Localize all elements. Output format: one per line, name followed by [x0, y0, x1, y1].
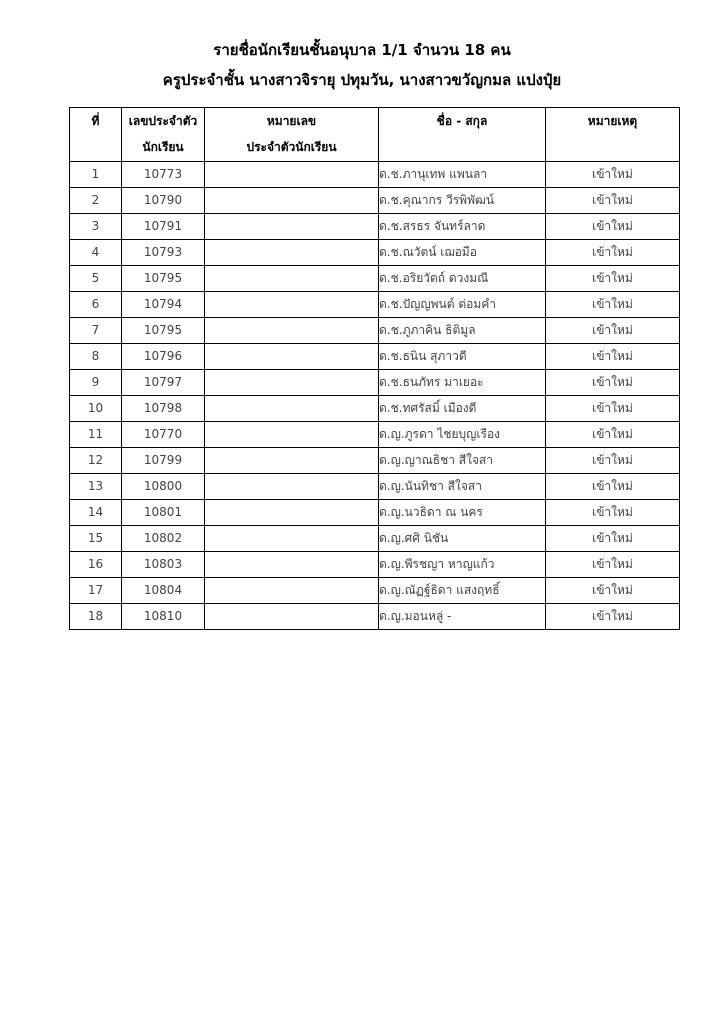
student-name-cell: ด.ช.ทศรัสมิ์ เมืองดี [379, 396, 546, 422]
row-number: 18 [70, 604, 122, 630]
student-name-cell: ด.ช.ธนภัทร มาเยอะ [379, 370, 546, 396]
student-id-cell: 10790 [122, 188, 205, 214]
student-name-cell: ด.ช.สรธร จันทร์ลาด [379, 214, 546, 240]
national-id-cell [205, 344, 379, 370]
note-cell: เข้าใหม่ [546, 266, 680, 292]
table-row [70, 474, 680, 500]
note-cell: เข้าใหม่ [546, 578, 680, 604]
row-number: 17 [70, 578, 122, 604]
national-id-cell [205, 604, 379, 630]
national-id-cell [205, 240, 379, 266]
national-id-cell [205, 318, 379, 344]
student-name-cell: ด.ญ.ภูรดา ไชยบุญเรือง [379, 422, 546, 448]
student-id-cell: 10810 [122, 604, 205, 630]
table-row [70, 214, 680, 240]
national-id-cell [205, 214, 379, 240]
national-id-cell [205, 448, 379, 474]
row-number: 9 [70, 370, 122, 396]
student-name-cell: ด.ช.ธนิน สุภาวดี [379, 344, 546, 370]
column-header-national-id: หมายเลข ประจำตัวนักเรียน [205, 108, 379, 162]
student-roster-table [69, 107, 680, 630]
note-cell: เข้าใหม่ [546, 500, 680, 526]
student-name-cell: ด.ช.ภูภาคิน ธิติมูล [379, 318, 546, 344]
table-row [70, 162, 680, 188]
student-id-cell: 10795 [122, 318, 205, 344]
row-number: 8 [70, 344, 122, 370]
student-id-cell: 10803 [122, 552, 205, 578]
national-id-cell [205, 552, 379, 578]
student-id-cell: 10797 [122, 370, 205, 396]
row-number: 10 [70, 396, 122, 422]
row-number: 4 [70, 240, 122, 266]
student-id-cell: 10794 [122, 292, 205, 318]
student-name-cell: ด.ญ.นันทิชา สีใจสา [379, 474, 546, 500]
note-cell: เข้าใหม่ [546, 318, 680, 344]
student-name-cell: ด.ช.ภานุเทพ แพนลา [379, 162, 546, 188]
student-name-cell: ด.ญ.นวธิดา ณ นคร [379, 500, 546, 526]
student-name-cell: ด.ช.อริยวัตถ์ ดวงมณี [379, 266, 546, 292]
student-id-cell: 10804 [122, 578, 205, 604]
student-name-cell: ด.ญ.พีรชญา หาญแก้ว [379, 552, 546, 578]
national-id-cell [205, 396, 379, 422]
row-number: 6 [70, 292, 122, 318]
note-cell: เข้าใหม่ [546, 214, 680, 240]
table-row [70, 604, 680, 630]
national-id-cell [205, 292, 379, 318]
student-id-cell: 10799 [122, 448, 205, 474]
row-number: 2 [70, 188, 122, 214]
student-name-cell: ด.ญ.ศศิ นิชัน [379, 526, 546, 552]
national-id-cell [205, 474, 379, 500]
note-cell: เข้าใหม่ [546, 474, 680, 500]
note-cell: เข้าใหม่ [546, 526, 680, 552]
table-row [70, 578, 680, 604]
note-cell: เข้าใหม่ [546, 604, 680, 630]
student-id-cell: 10770 [122, 422, 205, 448]
table-row [70, 370, 680, 396]
row-number: 14 [70, 500, 122, 526]
table-row [70, 188, 680, 214]
note-cell: เข้าใหม่ [546, 370, 680, 396]
note-cell: เข้าใหม่ [546, 396, 680, 422]
national-id-cell [205, 422, 379, 448]
note-cell: เข้าใหม่ [546, 292, 680, 318]
note-cell: เข้าใหม่ [546, 344, 680, 370]
national-id-cell [205, 162, 379, 188]
table-row [70, 422, 680, 448]
student-id-cell: 10791 [122, 214, 205, 240]
row-number: 15 [70, 526, 122, 552]
table-row [70, 318, 680, 344]
row-number: 5 [70, 266, 122, 292]
student-id-cell: 10796 [122, 344, 205, 370]
student-id-cell: 10795 [122, 266, 205, 292]
row-number: 7 [70, 318, 122, 344]
table-row [70, 448, 680, 474]
table-row [70, 240, 680, 266]
row-number: 16 [70, 552, 122, 578]
row-number: 1 [70, 162, 122, 188]
teacher-line: ครูประจำชั้น นางสาวจิรายุ ปทุมวัน, นางสาวขวัญกมล แปงปุ๋ย [162, 71, 562, 89]
national-id-cell [205, 500, 379, 526]
table-row [70, 552, 680, 578]
student-id-cell: 10800 [122, 474, 205, 500]
national-id-cell [205, 188, 379, 214]
student-name-cell: ด.ญ.ญาณธิชา สีใจสา [379, 448, 546, 474]
column-header-no: ที่ [70, 108, 122, 162]
table-header-row [70, 108, 680, 162]
table-row [70, 396, 680, 422]
column-header-student-id: เลขประจำตัว นักเรียน [122, 108, 205, 162]
note-cell: เข้าใหม่ [546, 552, 680, 578]
column-header-name: ชื่อ - สกุล [379, 108, 546, 162]
page-title: รายชื่อนักเรียนชั้นอนุบาล 1/1 จำนวน 18 คน [213, 41, 511, 59]
student-name-cell: ด.ญ.ณัฏฐ์ธิดา แสงฤทธิ์ [379, 578, 546, 604]
student-id-cell: 10793 [122, 240, 205, 266]
student-id-cell: 10798 [122, 396, 205, 422]
note-cell: เข้าใหม่ [546, 188, 680, 214]
row-number: 12 [70, 448, 122, 474]
national-id-cell [205, 526, 379, 552]
row-number: 13 [70, 474, 122, 500]
national-id-cell [205, 370, 379, 396]
table-row [70, 526, 680, 552]
row-number: 3 [70, 214, 122, 240]
student-name-cell: ด.ช.ปัญญพนต์ ต่อมคำ [379, 292, 546, 318]
student-id-cell: 10773 [122, 162, 205, 188]
student-name-cell: ด.ช.คุณากร วีรพิพัฒน์ [379, 188, 546, 214]
column-header-note: หมายเหตุ [546, 108, 680, 162]
note-cell: เข้าใหม่ [546, 422, 680, 448]
row-number: 11 [70, 422, 122, 448]
national-id-cell [205, 578, 379, 604]
table-row [70, 500, 680, 526]
student-name-cell: ด.ช.ณวัตน์ เฌอมือ [379, 240, 546, 266]
student-id-cell: 10802 [122, 526, 205, 552]
national-id-cell [205, 266, 379, 292]
student-id-cell: 10801 [122, 500, 205, 526]
table-row [70, 344, 680, 370]
note-cell: เข้าใหม่ [546, 448, 680, 474]
table-row [70, 292, 680, 318]
note-cell: เข้าใหม่ [546, 240, 680, 266]
note-cell: เข้าใหม่ [546, 162, 680, 188]
student-name-cell: ด.ญ.มอนหลู่ - [379, 604, 546, 630]
table-row [70, 266, 680, 292]
